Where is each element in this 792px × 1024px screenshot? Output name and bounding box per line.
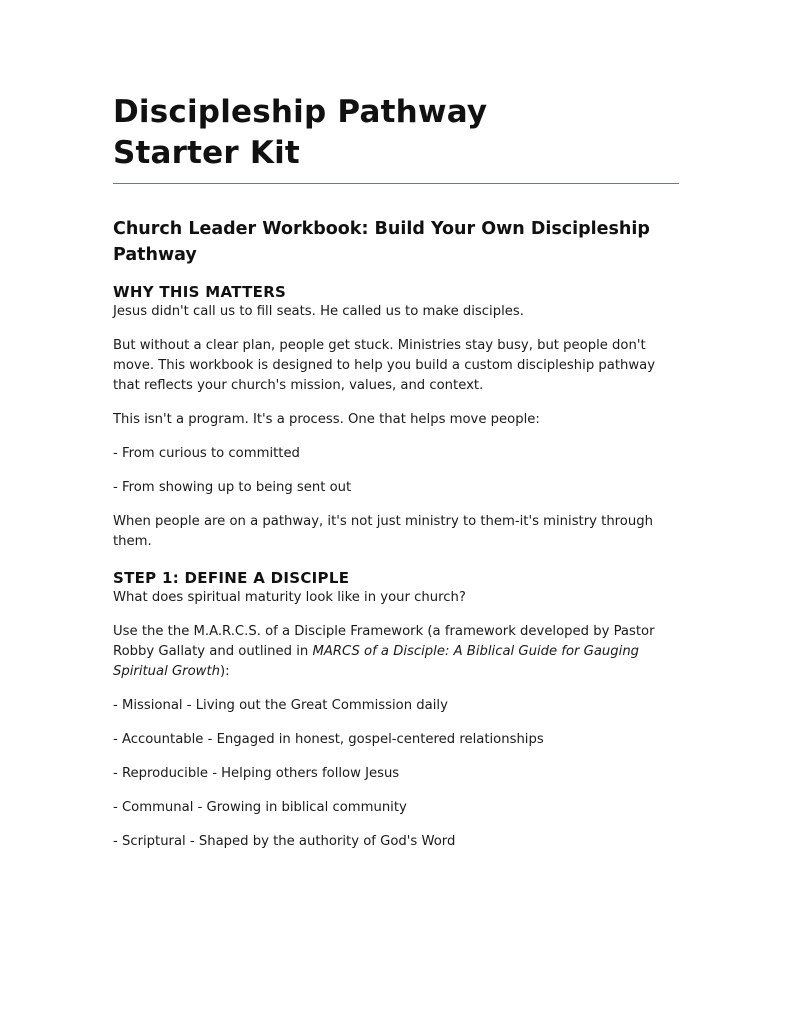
marcs-item-missional: - Missional - Living out the Great Commission daily — [113, 698, 448, 713]
marcs-item-accountable: - Accountable - Engaged in honest, gospel-centered relationships — [113, 732, 544, 747]
framework-end-text: ): — [219, 664, 230, 679]
document-subtitle: Church Leader Workbook: Build Your Own Discipleship Pathway — [113, 219, 650, 265]
why-bullet-1: - From curious to committed — [113, 446, 300, 461]
marcs-item-reproducible: - Reproducible - Helping others follow Jesus — [113, 766, 400, 781]
marcs-item-scriptural: - Scriptural - Shaped by the authority of God's Word — [113, 834, 456, 849]
why-paragraph-4: When people are on a pathway, it's not just ministry to them-it's ministry through them. — [113, 514, 653, 549]
document-page — [113, 92, 679, 852]
document-title-line-1: Discipleship Pathway — [113, 94, 488, 130]
document-title-line-2: Starter Kit — [113, 135, 300, 171]
framework-paragraph — [113, 622, 679, 682]
why-bullet-2: - From showing up to being sent out — [113, 480, 352, 495]
framework-book-title: MARCS of a Disciple: A Biblical Guide for Gauging Spiritual Growth — [113, 644, 640, 679]
why-paragraph-2: But without a clear plan, people get stuck. Ministries stay busy, but people don't move. This workbook is designed to help you build a custom discipleship pathway that reflects your church's mission, values, and context. — [113, 338, 656, 393]
step-1-paragraph-1: What does spiritual maturity look like in your church? — [113, 590, 466, 605]
why-this-matters-heading: WHY THIS MATTERS — [113, 283, 287, 301]
step-1-heading: STEP 1: DEFINE A DISCIPLE — [113, 569, 350, 587]
marcs-item-communal: - Communal - Growing in biblical community — [113, 800, 407, 815]
title-divider — [113, 183, 679, 184]
framework-intro-text: Use the the M.A.R.C.S. of a Disciple Framework (a framework developed by Pastor Robby Gallaty and outlined in — [113, 624, 655, 659]
why-paragraph-3: This isn't a program. It's a process. One that helps move people: — [113, 412, 540, 427]
document-title — [113, 92, 679, 174]
why-paragraph-1: Jesus didn't call us to fill seats. He called us to make disciples. — [113, 304, 524, 319]
